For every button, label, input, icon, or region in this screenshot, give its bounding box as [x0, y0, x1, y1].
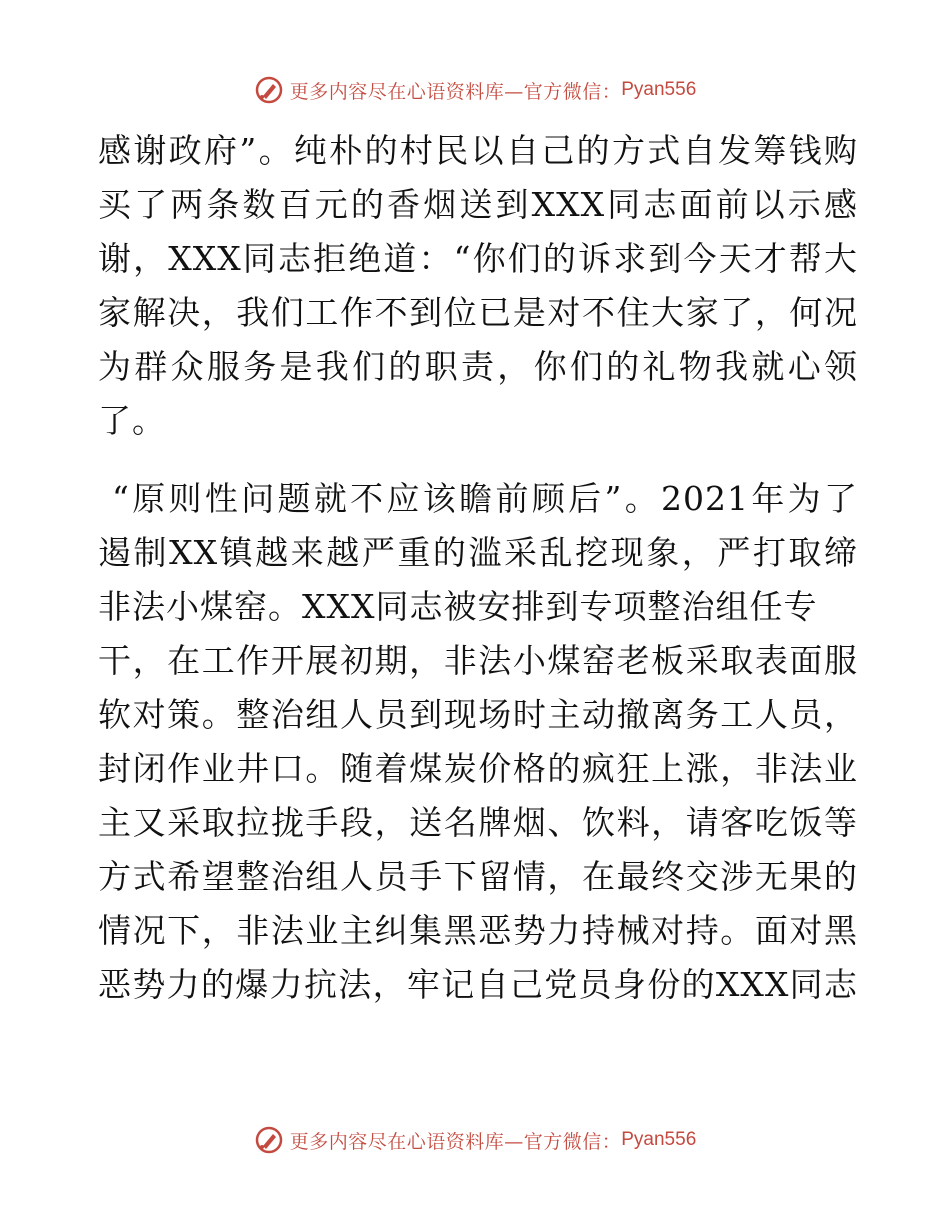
- paragraph-2: [98, 472, 858, 1012]
- text-line: 主又采取拉拢手段，送名牌烟、饮料，请客吃饭等: [98, 803, 858, 842]
- paragraph-1: [98, 124, 858, 448]
- paragraph-gap: [98, 448, 858, 472]
- text-line: 买了两条数百元的香烟送到XXX同志面前以示感: [98, 185, 858, 224]
- text-line: 干，在工作开展初期，非法小煤窑老板采取表面服: [98, 641, 858, 680]
- text-line: 遏制XX镇越来越严重的滥采乱挖现象，严打取缔: [98, 533, 858, 572]
- text-line: 了。: [98, 401, 166, 440]
- text-line: 为群众服务是我们的职责，你们的礼物我就心领: [98, 347, 858, 386]
- text-line: 封闭作业井口。随着煤炭价格的疯狂上涨，非法业: [98, 749, 858, 788]
- text-line: 方式希望整治组人员手下留情，在最终交涉无果的: [98, 857, 858, 896]
- document-body: [98, 124, 858, 1012]
- header-banner-text: 更多内容尽在心语资料库—官方微信：: [289, 80, 622, 103]
- text-line: 家解决，我们工作不到位已是对不住大家了，何况: [98, 293, 858, 332]
- footer-banner-wechat-id: Pyan556: [621, 1129, 697, 1150]
- footer-watermark-banner: [0, 1120, 950, 1160]
- text-line: 软对策。整治组人员到现场时主动撤离务工人员，: [98, 695, 858, 734]
- text-line: 非法小煤窑。XXX同志被安排到专项整治组任专: [98, 587, 818, 626]
- text-line: 情况下，非法业主纠集黑恶势力持械对持。面对黑: [98, 911, 858, 950]
- header-banner-wechat-id: Pyan556: [621, 79, 697, 100]
- text-line: 感谢政府”。纯朴的村民以自己的方式自发筹钱购: [98, 131, 858, 170]
- text-line: 恶势力的爆力抗法，牢记自己党员身份的XXX同志: [98, 965, 858, 1004]
- pen-logo-icon: [254, 75, 284, 105]
- header-watermark-banner: [0, 70, 950, 110]
- pen-logo-icon: [254, 1125, 284, 1155]
- text-line: “原则性问题就不应该瞻前顾后”。2021年为了: [112, 479, 858, 518]
- text-line: 谢，XXX同志拒绝道：“你们的诉求到今天才帮大: [98, 239, 858, 278]
- footer-banner-text: 更多内容尽在心语资料库—官方微信：: [289, 1130, 622, 1153]
